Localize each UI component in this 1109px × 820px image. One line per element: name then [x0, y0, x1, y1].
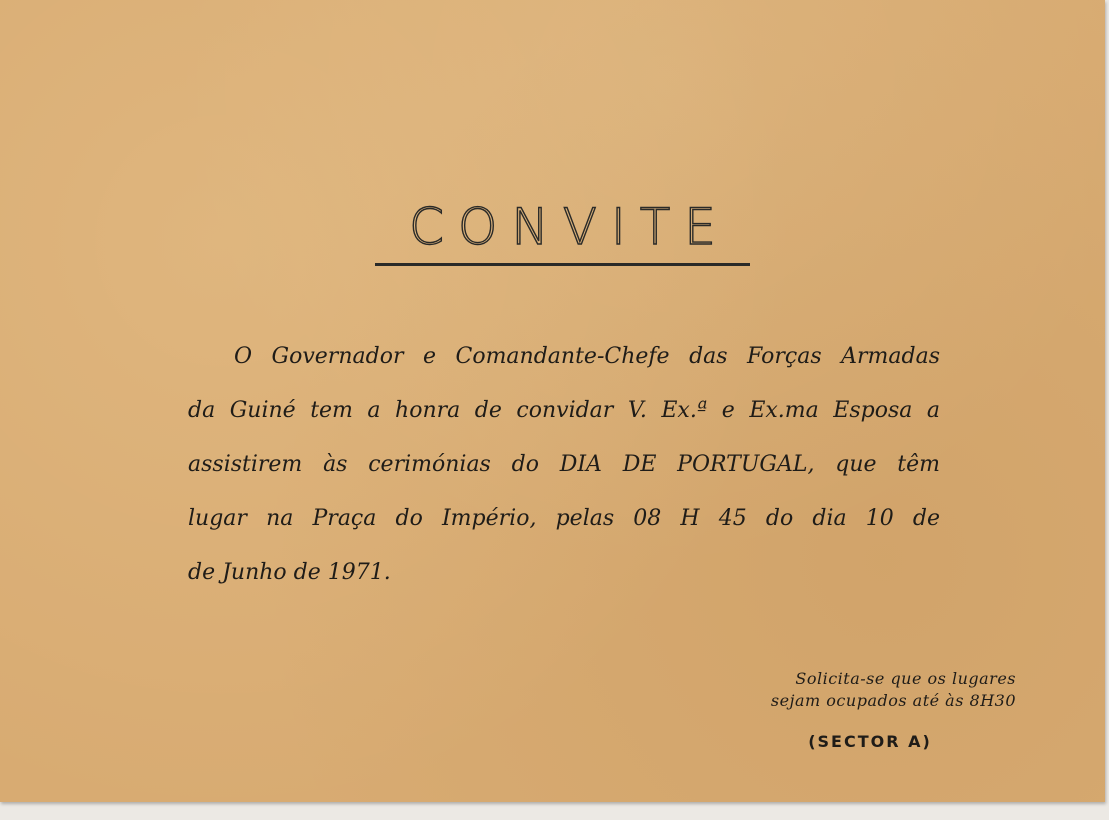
sector-label: (SECTOR A) — [808, 732, 932, 751]
invitation-title: CONVITE — [409, 198, 730, 256]
body-line-4: lugar na Praça do Império, pelas 08 H 45 do dia 10 de — [188, 506, 940, 531]
body-line-2: da Guiné tem a honra de convidar V. Ex.ª e Ex.ma Esposa a — [188, 398, 940, 423]
title-underline — [375, 263, 750, 266]
invitation-body — [188, 330, 940, 600]
seating-note-line-1: Solicita-se que os lugares — [795, 669, 1016, 688]
body-line-1: O Governador e Comandante-Chefe das Forças Armadas — [234, 344, 940, 369]
title-block — [375, 196, 750, 258]
body-line-3: assistirem às cerimónias do DIA DE PORTUGAL, que têm — [188, 452, 940, 477]
seating-note — [700, 668, 1016, 712]
body-line-5: de Junho de 1971. — [188, 560, 391, 585]
seating-note-line-2: sejam ocupados até às 8H30 — [770, 691, 1016, 710]
